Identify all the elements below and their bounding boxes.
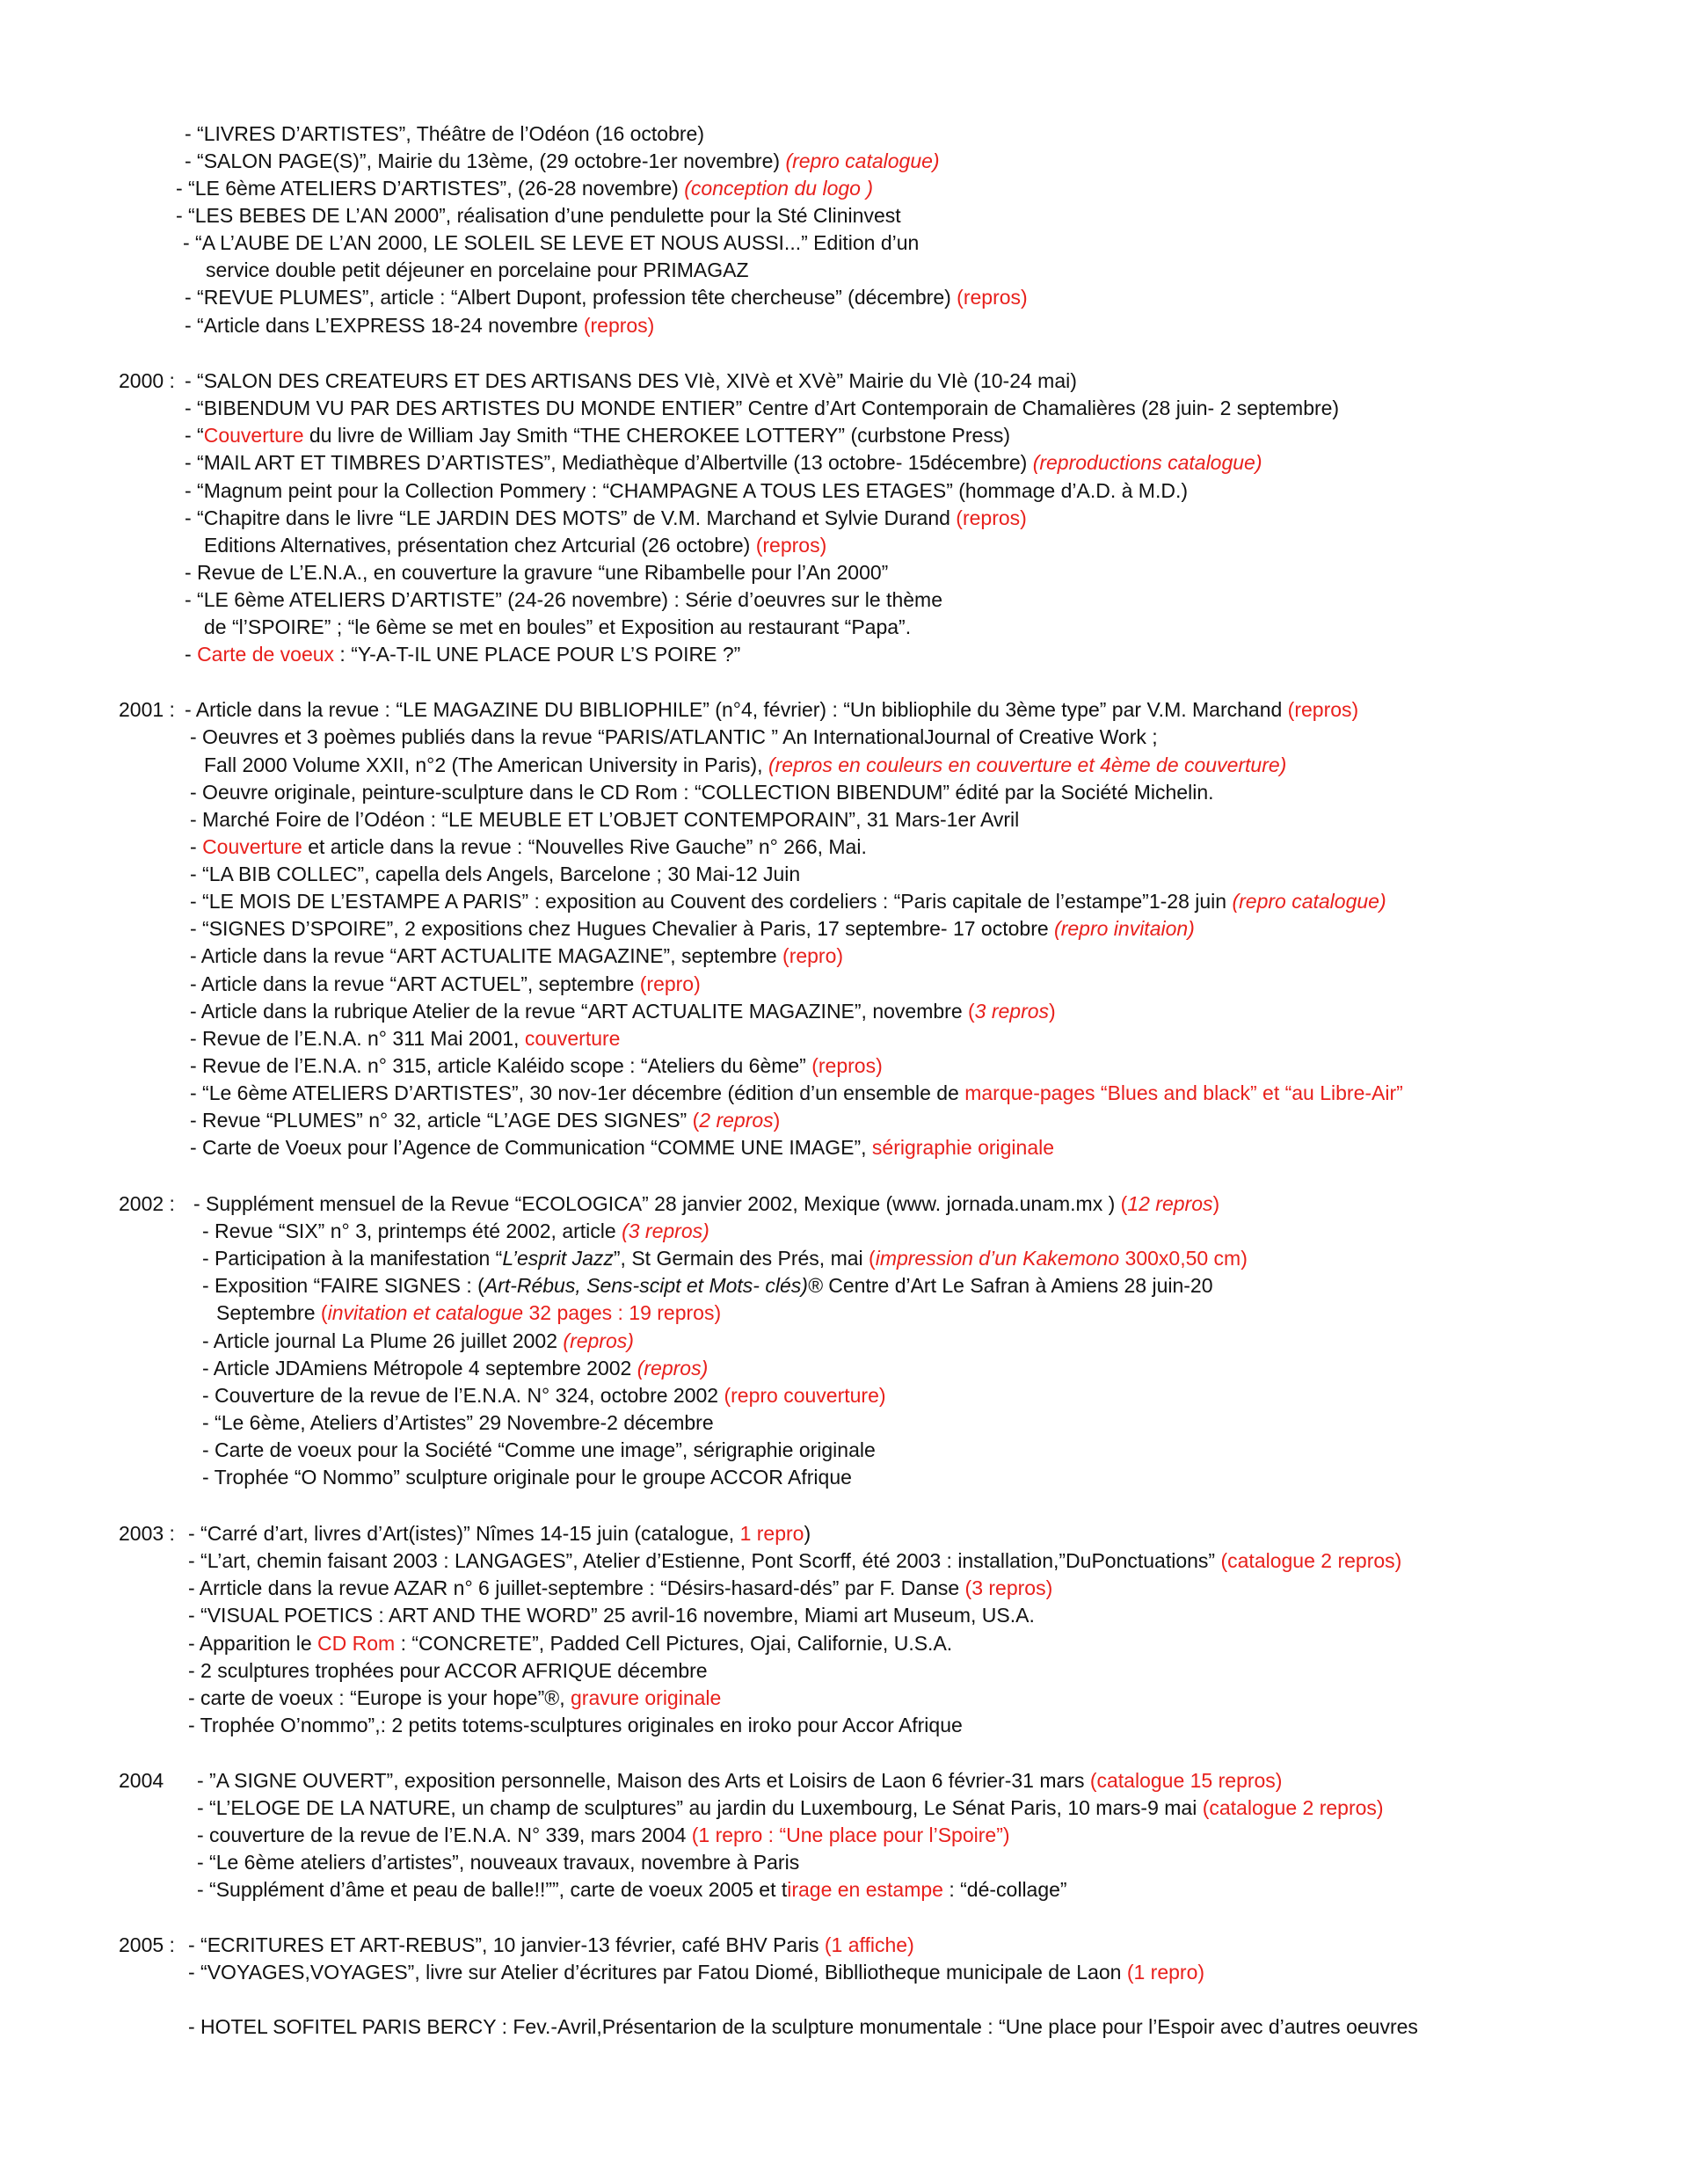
entry-line [193, 1190, 1219, 1217]
entry-line [190, 915, 1195, 942]
highlight-text: (repro catalogue) [1232, 890, 1386, 913]
highlight-text: Couverture [203, 424, 304, 447]
entry-line [185, 559, 888, 586]
entry-text: - Supplément mensuel de la Revue “ECOLOGICA” 28 janvier 2002, Mexique (www. jornada.unam.mx ) [193, 1192, 1121, 1215]
highlight-text: (repro catalogue) [785, 149, 940, 172]
highlight-text: 12 repros [1127, 1192, 1213, 1215]
year-label: 2005 : [119, 1933, 175, 1956]
entry-line [185, 641, 740, 667]
entry-text: - “VISUAL POETICS : ART AND THE WORD” 25 avril-16 novembre, Miami art Museum, US.A. [188, 1604, 1035, 1627]
entry-line [188, 1520, 811, 1547]
entry-text: - “LE 6ème ATELIERS D’ARTISTE” (24-26 novembre) : Série d’oeuvres sur le thème [185, 588, 942, 611]
entry-text: - “LE 6ème ATELIERS D’ARTISTES”, (26-28 novembre) [176, 177, 685, 200]
entry-text: - “A L’AUBE DE L’AN 2000, LE SOLEIL SE LEVE ET NOUS AUSSI...” Edition d’un [183, 231, 920, 254]
entry-text: - Article dans la revue “ART ACTUALITE MAGAZINE”, septembre [190, 944, 783, 967]
entry-text: - Participation à la manifestation “ [202, 1247, 503, 1270]
entry-line [185, 477, 1188, 504]
entry-line [197, 1876, 1067, 1903]
entry-line [176, 175, 873, 201]
highlight-text: (repro invitaion) [1054, 917, 1195, 940]
entry-line [188, 1685, 721, 1711]
entry-text: : “CONCRETE”, Padded Cell Pictures, Ojai, Californie, U.S.A. [395, 1632, 953, 1655]
entry-text: : “dé-collage” [942, 1878, 1067, 1901]
entry-line [188, 2013, 1418, 2040]
entry-text: - Oeuvres et 3 poèmes publiés dans la revue “PARIS/ATLANTIC ” An InternationalJournal of Creative Work ; [190, 725, 1158, 748]
entry-text: - Revue de l’E.N.A. n° 315, article Kaléido scope : “Ateliers du 6ème” [190, 1054, 812, 1077]
entry-text: - “Magnum peint pour la Collection Pommery : “CHAMPAGNE A TOUS LES ETAGES” (hommage d’A.D. à M.D.) [185, 479, 1188, 502]
entry-line [185, 120, 704, 147]
highlight-text: ) [1212, 1192, 1220, 1215]
highlight-text: ( [320, 1301, 328, 1324]
entry-text: et article dans la revue : “Nouvelles Rive Gauche” n° 266, Mai. [302, 835, 867, 858]
entry-line [176, 202, 901, 229]
highlight-text: Carte de voeux [197, 643, 335, 666]
entry-line [190, 1134, 1054, 1161]
highlight-text: 1 repro [739, 1522, 804, 1545]
entry-line [190, 724, 1158, 750]
entry-text: - “SALON PAGE(S)”, Mairie du 13ème, (29 octobre-1er novembre) [185, 149, 786, 172]
entry-text: ) [804, 1522, 811, 1545]
entry-text: - [185, 643, 198, 666]
entry-text: - “L’art, chemin faisant 2003 : LANGAGES”, Atelier d’Estienne, Pont Scorff, été 2003 : installation,”DuPonctuations” [188, 1549, 1221, 1572]
highlight-text: (repro) [639, 972, 701, 995]
entry-line [202, 1328, 634, 1354]
entry-line [185, 284, 1028, 310]
entry-line [188, 1547, 1401, 1574]
highlight-text: 32 pages : 19 repros) [523, 1301, 722, 1324]
highlight-text: (repros en couleurs en couverture et 4ème de couverture) [768, 753, 1287, 776]
entry-text: Art-Rébus, Sens-scipt et Mots- clés)® [484, 1274, 823, 1297]
entry-text: - “SIGNES D’SPOIRE”, 2 expositions chez Hugues Chevalier à Paris, 17 septembre- 17 octobre [190, 917, 1055, 940]
entry-text: - “BIBENDUM VU PAR DES ARTISTES DU MONDE ENTIER” Centre d’Art Contemporain de Chamalières (28 juin- 2 septembre) [185, 397, 1340, 419]
entry-text: - Article JDAmiens Métropole 4 septembre 2002 [202, 1357, 637, 1380]
entry-line [188, 1602, 1035, 1628]
entry-line [190, 806, 1019, 833]
highlight-text: sérigraphie originale [871, 1136, 1055, 1159]
entry-line [202, 1464, 852, 1490]
entry-line [204, 532, 826, 558]
entry-text: - Article dans la rubrique Atelier de la revue “ART ACTUALITE MAGAZINE”, novembre [190, 1000, 968, 1023]
highlight-text: (repros) [1287, 698, 1359, 721]
highlight-text: gravure originale [571, 1686, 722, 1709]
entry-line [197, 1795, 1384, 1821]
entry-line [197, 1822, 1010, 1848]
entry-line [190, 1080, 1403, 1106]
entry-line [185, 586, 942, 613]
highlight-text: (repros) [583, 314, 655, 337]
highlight-text: (1 affiche) [824, 1933, 914, 1956]
entry-text: ”, St Germain des Prés, mai [613, 1247, 869, 1270]
highlight-text: impression d’un Kakemono [875, 1247, 1120, 1270]
highlight-text: ( [692, 1109, 700, 1132]
highlight-text: (catalogue 15 repros) [1089, 1769, 1283, 1792]
highlight-text: 300x0,50 cm) [1119, 1247, 1248, 1270]
highlight-text: (reproductions catalogue) [1032, 451, 1262, 474]
highlight-text: (repro) [782, 944, 844, 967]
highlight-text: (repro couverture) [724, 1384, 886, 1407]
year-label: 2003 : [119, 1522, 175, 1545]
highlight-text: (3 repros) [622, 1219, 709, 1242]
highlight-text: (repros) [956, 506, 1027, 529]
year-label: 2002 : [119, 1192, 175, 1215]
entry-line [188, 1657, 708, 1684]
entry-text: - “ECRITURES ET ART-REBUS”, 10 janvier-13 février, café BHV Paris [188, 1933, 825, 1956]
year-label: 2000 : [119, 369, 175, 392]
entry-text: - Revue “PLUMES” n° 32, article “L’AGE DES SIGNES” [190, 1109, 693, 1132]
entry-text: L’esprit Jazz [502, 1247, 614, 1270]
entry-line [183, 229, 919, 256]
entry-line [188, 1712, 963, 1738]
entry-text: - “LE MOIS DE L’ESTAMPE A PARIS” : exposition au Couvent des cordeliers : “Paris capitale de l’estampe”1-28 juin [190, 890, 1233, 913]
highlight-text: Couverture [202, 835, 302, 858]
entry-text: - Carte de voeux pour la Société “Comme une image”, sérigraphie originale [202, 1438, 876, 1461]
entry-text: - ”A SIGNE OUVERT”, exposition personnelle, Maison des Arts et Loisirs de Laon 6 février-31 mars [197, 1769, 1090, 1792]
entry-line [202, 1382, 886, 1409]
entry-line [202, 1218, 709, 1244]
entry-text: - “REVUE PLUMES”, article : “Albert Dupont, profession tête chercheuse” (décembre) [185, 286, 957, 309]
highlight-text: marque-pages “Blues and black” et “au Libre-Air” [964, 1081, 1403, 1104]
entry-text: - HOTEL SOFITEL PARIS BERCY : Fev.-Avril,Présentarion de la sculpture monumentale : “Une place pour l’Espoir avec d’autres oeuvres [188, 2015, 1418, 2038]
highlight-text: ( [869, 1247, 876, 1270]
entry-text: - “Le 6ème, Ateliers d’Artistes” 29 Novembre-2 décembre [202, 1411, 714, 1434]
highlight-text: (repros) [755, 534, 827, 557]
entry-text: - Carte de Voeux pour l’Agence de Communication “COMME UNE IMAGE”, [190, 1136, 872, 1159]
entry-line [190, 1025, 620, 1052]
highlight-text: (conception du logo ) [684, 177, 873, 200]
entry-text: service double petit déjeuner en porcelaine pour PRIMAGAZ [206, 258, 749, 281]
entry-text: - Couverture de la revue de l’E.N.A. N° 324, octobre 2002 [202, 1384, 724, 1407]
highlight-text: invitation et catalogue [327, 1301, 524, 1324]
entry-text: - Marché Foire de l’Odéon : “LE MEUBLE ET L’OBJET CONTEMPORAIN”, 31 Mars-1er Avril [190, 808, 1020, 831]
highlight-text: (3 repros) [964, 1576, 1053, 1599]
entry-line [188, 1959, 1204, 1985]
entry-text: - Revue de l’E.N.A. n° 311 Mai 2001, [190, 1027, 525, 1050]
entry-line [190, 861, 800, 887]
highlight-text: ( [1120, 1192, 1128, 1215]
highlight-text: (catalogue 2 repros) [1220, 1549, 1402, 1572]
entry-text: - 2 sculptures trophées pour ACCOR AFRIQUE décembre [188, 1659, 708, 1682]
entry-text: - Trophée O’nommo”,: 2 petits totems-sculptures originales en iroko pour Accor Afrique [188, 1714, 963, 1736]
highlight-text: (repros) [957, 286, 1028, 309]
entry-line [190, 1052, 883, 1079]
entry-line [190, 888, 1386, 914]
entry-text: - Apparition le [188, 1632, 318, 1655]
entry-text: Editions Alternatives, présentation chez Artcurial (26 octobre) [204, 534, 756, 557]
entry-text: - “LIVRES D’ARTISTES”, Théâtre de l’Odéon (16 octobre) [185, 122, 705, 145]
entry-text: - Revue de L’E.N.A., en couverture la gravure “une Ribambelle pour l’An 2000” [185, 561, 889, 584]
entry-text: - carte de voeux : “Europe is your hope”®, [188, 1686, 571, 1709]
entry-line [190, 779, 1214, 805]
year-label: 2001 : [119, 698, 175, 721]
entry-line [202, 1245, 1248, 1271]
entry-text: Fall 2000 Volume XXII, n°2 (The American University in Paris), [204, 753, 768, 776]
entry-line [185, 696, 1358, 723]
entry-text: du livre de William Jay Smith “THE CHEROKEE LOTTERY” (curbstone Press) [303, 424, 1010, 447]
entry-text: - “Carré d’art, livres d’Art(istes)” Nîmes 14-15 juin (catalogue, [188, 1522, 740, 1545]
entry-line [190, 943, 843, 969]
entry-line [204, 614, 911, 640]
entry-line [202, 1437, 876, 1463]
highlight-text: ) [1049, 1000, 1056, 1023]
entry-line [185, 505, 1027, 531]
entry-line [185, 449, 1262, 476]
entry-text: - “Le 6ème ateliers d’artistes”, nouveaux travaux, novembre à Paris [197, 1851, 800, 1874]
entry-line [190, 1107, 780, 1133]
entry-text: - “MAIL ART ET TIMBRES D’ARTISTES”, Mediathèque d’Albertville (13 octobre- 15décembre) [185, 451, 1033, 474]
entry-text: de “l’SPOIRE” ; “le 6ème se met en boules” et Exposition au restaurant “Papa”. [204, 615, 912, 638]
entry-text: - Article dans la revue : “LE MAGAZINE DU BIBLIOPHILE” (n°4, février) : “Un bibliophile du 3ème type” par V.M. Marchand [185, 698, 1288, 721]
entry-text: Septembre [216, 1301, 321, 1324]
highlight-text: CD Rom [317, 1632, 396, 1655]
highlight-text: (repros) [637, 1357, 709, 1380]
entry-text: - “SALON DES CREATEURS ET DES ARTISANS DES VIè, XIVè et XVè” Mairie du VIè (10-24 mai) [185, 369, 1077, 392]
entry-line [185, 395, 1339, 421]
entry-line [216, 1299, 721, 1326]
entry-line [202, 1272, 1213, 1299]
entry-text: : “Y-A-T-IL UNE PLACE POUR L’S POIRE ?” [334, 643, 741, 666]
entry-text: - “LA BIB COLLEC”, capella dels Angels, Barcelone ; 30 Mai-12 Juin [190, 863, 801, 885]
entry-text: - “LES BEBES DE L’AN 2000”, réalisation d’une pendulette pour la Sté Clininvest [176, 204, 901, 227]
entry-line [190, 971, 701, 997]
entry-line [202, 1355, 708, 1381]
highlight-text: couverture [524, 1027, 621, 1050]
entry-line [185, 148, 940, 174]
entry-line [197, 1849, 799, 1875]
entry-text: - couverture de la revue de l’E.N.A. N° 339, mars 2004 [197, 1824, 692, 1846]
highlight-text: ) [773, 1109, 781, 1132]
entry-text: - Revue “SIX” n° 3, printemps été 2002, article [202, 1219, 622, 1242]
highlight-text: (1 repro) [1126, 1961, 1205, 1984]
entry-line [185, 422, 1010, 448]
highlight-text: (repros) [811, 1054, 883, 1077]
entry-line [197, 1767, 1282, 1794]
entry-text: Centre d’Art Le Safran à Amiens 28 juin-20 [822, 1274, 1213, 1297]
entry-line [206, 257, 749, 283]
entry-text: - Article dans la revue “ART ACTUEL”, septembre [190, 972, 640, 995]
entry-text: - “Le 6ème ATELIERS D’ARTISTES”, 30 nov-1er décembre (édition d’un ensemble de [190, 1081, 965, 1104]
entry-text: - Arrticle dans la revue AZAR n° 6 juillet-septembre : “Désirs-hasard-dés” par F. Danse [188, 1576, 965, 1599]
highlight-text: (1 repro : “Une place pour l’Spoire”) [691, 1824, 1010, 1846]
highlight-text: ( [968, 1000, 975, 1023]
entry-text: - Trophée “O Nommo” sculpture originale pour le groupe ACCOR Afrique [202, 1466, 852, 1489]
highlight-text: 3 repros [974, 1000, 1050, 1023]
entry-text: - Article journal La Plume 26 juillet 2002 [202, 1329, 564, 1352]
highlight-text: 2 repros [699, 1109, 774, 1132]
highlight-text: (repros) [563, 1329, 634, 1352]
entry-text: - “Supplément d’âme et peau de balle!!””, carte de voeux 2005 et t [197, 1878, 788, 1901]
entry-text: - “Chapitre dans le livre “LE JARDIN DES MOTS” de V.M. Marchand et Sylvie Durand [185, 506, 957, 529]
entry-line [188, 1575, 1052, 1601]
highlight-text: (catalogue 2 repros) [1202, 1796, 1384, 1819]
entry-text: - Oeuvre originale, peinture-sculpture dans le CD Rom : “COLLECTION BIBENDUM” édité par la Société Michelin. [190, 781, 1214, 804]
entry-line [185, 312, 654, 339]
entry-line [190, 998, 1056, 1024]
entry-line [188, 1932, 914, 1958]
entry-text: - [190, 835, 203, 858]
entry-text: - Exposition “FAIRE SIGNES : ( [202, 1274, 484, 1297]
entry-text: - “VOYAGES,VOYAGES”, livre sur Atelier d’écritures par Fatou Diomé, Biblliotheque municipale de Laon [188, 1961, 1127, 1984]
entry-line [204, 752, 1286, 778]
entry-line [202, 1409, 714, 1436]
highlight-text: irage en estampe [787, 1878, 943, 1901]
year-label: 2004 [119, 1769, 164, 1792]
entry-line [188, 1630, 952, 1656]
entry-line [190, 834, 867, 860]
entry-text: - “L’ELOGE DE LA NATURE, un champ de sculptures” au jardin du Luxembourg, Le Sénat Paris, 10 mars-9 mai [197, 1796, 1203, 1819]
entry-line [185, 368, 1077, 394]
entry-text: - “Article dans L’EXPRESS 18-24 novembre [185, 314, 584, 337]
entry-text: - “ [185, 424, 204, 447]
